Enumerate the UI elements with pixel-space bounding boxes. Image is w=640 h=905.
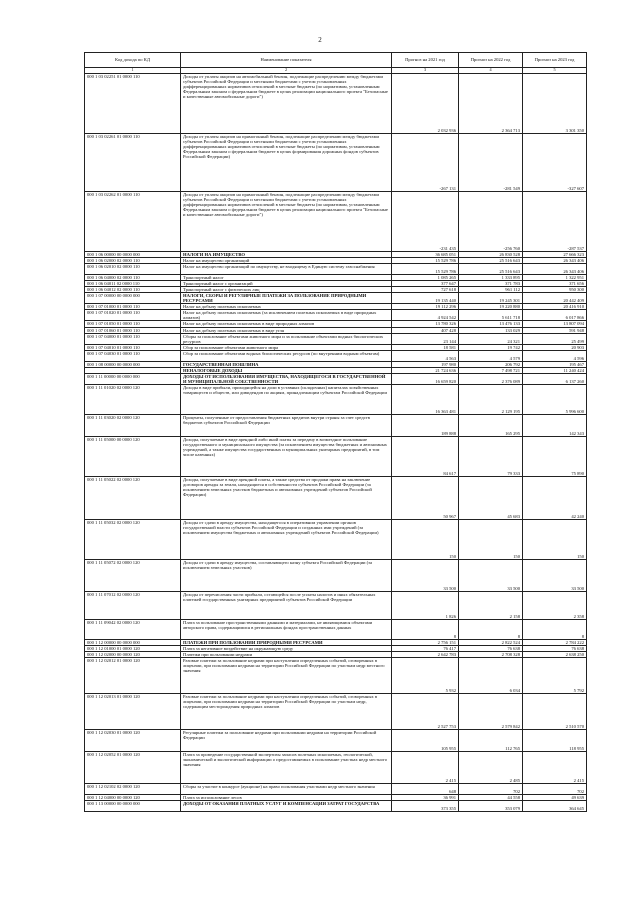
row-name: Налог на добычу полезных ископаемых в виде угля (181, 327, 392, 333)
row-code: 000 1 06 02010 02 0000 110 (85, 264, 181, 275)
row-code: 000 1 07 04000 01 0000 110 (85, 333, 181, 344)
column-index: 4 (459, 68, 523, 74)
row-value-2021: 377 647 (392, 281, 459, 287)
table-row (85, 414, 587, 436)
row-value-2021: 2 642 783 (392, 651, 459, 657)
row-name: Разовые платежи за пользование недрами при наступлении определенных событий, оговоренных в лицензии, при пользовании недрами на территории Российской Федерации по участкам недр местного значения (181, 658, 392, 694)
row-code: 000 1 12 04000 00 0000 120 (85, 795, 181, 801)
page-number: 2 (318, 36, 322, 44)
row-value-2021: 2 415 (392, 752, 459, 784)
row-value-2023: 142 343 (523, 414, 587, 436)
row-value-2023: 4 596 (523, 350, 587, 361)
revenue-forecast-table (84, 52, 587, 812)
row-code: 000 1 11 07012 02 0000 120 (85, 591, 181, 619)
row-value-2022: 6 034 (459, 658, 523, 694)
row-code: 000 1 11 00000 00 0000 000 (85, 373, 181, 384)
row-value-2023: 364 645 (523, 801, 587, 812)
table-body (85, 74, 587, 812)
row-value-2022: 19 742 (459, 344, 523, 350)
row-value-2022: 702 (459, 784, 523, 795)
table-row (85, 264, 587, 275)
row-value-2023: 6 017 866 (523, 310, 587, 321)
row-value-2023: 195 467 (523, 361, 587, 367)
row-name: ДОХОДЫ ОТ ОКАЗАНИЯ ПЛАТНЫХ УСЛУГ И КОМПЕНСАЦИИ ЗАТРАТ ГОСУДАРСТВА (181, 801, 392, 812)
row-value-2023: 2 510 570 (523, 694, 587, 730)
row-code: 000 1 06 04012 02 0000 110 (85, 287, 181, 293)
row-code: 000 1 11 01020 02 0000 120 (85, 384, 181, 414)
row-code: 000 1 12 02030 01 0000 120 (85, 730, 181, 752)
row-name: Доходы в виде прибыли, приходящейся на доли в уставных (складочных) капиталах хозяйственных товариществ и обществ, или дивидендов по акциям, принадлежащим субъектам Российской Федерации (181, 384, 392, 414)
row-name: Плата за негативное воздействие на окружающую среду (181, 645, 392, 651)
row-value-2022: 7 498 721 (459, 367, 523, 373)
row-value-2023: 591 948 (523, 327, 587, 333)
table-row (85, 730, 587, 752)
row-name: Транспортный налог (181, 275, 392, 281)
column-index: 1 (85, 68, 181, 74)
row-value-2022: 13 476 133 (459, 321, 523, 327)
header-2021: Прогноз на 2021 год (392, 53, 459, 68)
row-code: 000 1 03 02251 01 0000 110 (85, 74, 181, 134)
row-value-2023: 2 784 222 (523, 639, 587, 645)
row-value-2023: 1 322 951 (523, 275, 587, 281)
row-name: НАЛОГИ НА ИМУЩЕСТВО (181, 252, 392, 258)
row-code: 000 1 06 04011 02 0000 110 (85, 281, 181, 287)
row-name: Плата за пользование пространственными данными и материалами, не являющимися объектами авторского права, содержащимися в региональных фондах пространственных данных (181, 619, 392, 639)
row-value-2023: 2 358 (523, 591, 587, 619)
row-value-2023: 49 639 (523, 795, 587, 801)
row-name: Доходы от сдачи в аренду имущества, находящегося в оперативном управлении органов государственной власти субъектов Российской Федерации и созданных ими учреждений (за исключением имущества бюджетных и автономных учреждений субъектов Российской Федерации) (181, 519, 392, 559)
row-value-2023: -287 537 (523, 192, 587, 252)
row-value-2023: 6 137 260 (523, 373, 587, 384)
row-code: 000 1 06 00000 00 0000 000 (85, 252, 181, 258)
row-value-2023: 118 955 (523, 730, 587, 752)
row-value-2022: 25 516 643 (459, 264, 523, 275)
table-row (85, 74, 587, 134)
row-value-2022: 5 611 718 (459, 310, 523, 321)
row-name: Доходы от сдачи в аренду имущества, составляющего казну субъекта Российской Федерации (за исключением земельных участков) (181, 559, 392, 591)
header-code: Код дохода по КД (85, 53, 181, 68)
row-value-2022: 45 683 (459, 476, 523, 519)
row-value-2021: 33 500 (392, 559, 459, 591)
table-row (85, 333, 587, 344)
row-name: Доходы от уплаты акцизов на прямогонный бензин, подлежащие распределению между бюджетами субъектов Российской Федерации и местными бюджетами с учетом установленных дифференцированных нормативов отчислений в местные бюджеты (по нормативам, установленным Федеральным законом о федеральном бюджете в целях реализации национального проекта "Безопасные и качественные автомобильные дороги") (181, 192, 392, 252)
row-code: 000 1 07 00000 00 0000 000 (85, 293, 181, 304)
row-value-2021: 2 032 936 (392, 74, 459, 134)
row-value-2023: 26 343 406 (523, 264, 587, 275)
row-value-2023: 25 499 (523, 333, 587, 344)
row-code: 000 1 08 00000 00 0000 000 (85, 361, 181, 367)
row-code: 000 1 12 02012 01 0000 120 (85, 658, 181, 694)
row-value-2021: 13 780 326 (392, 321, 459, 327)
row-value-2023: 2 415 (523, 752, 587, 784)
row-value-2021: 16 659 820 (392, 373, 459, 384)
row-value-2022: 19 245 301 (459, 293, 523, 304)
row-code: 000 1 12 02052 01 0000 120 (85, 752, 181, 784)
row-code: 000 1 12 00000 00 0000 000 (85, 639, 181, 645)
row-value-2021: 19 135 440 (392, 293, 459, 304)
row-value-2022: 2 822 524 (459, 639, 523, 645)
row-value-2021: 189 888 (392, 414, 459, 436)
row-name: Плата за использование лесов (181, 795, 392, 801)
row-name: Платежи при пользовании недрами (181, 651, 392, 657)
row-value-2021: 105 955 (392, 730, 459, 752)
row-value-2021: 727 618 (392, 287, 459, 293)
row-value-2022: 2 485 (459, 752, 523, 784)
row-value-2021: 76 417 (392, 645, 459, 651)
row-value-2022: 4 579 (459, 350, 523, 361)
row-value-2021: 8 (392, 619, 459, 639)
row-value-2021: 150 (392, 519, 459, 559)
row-value-2022: 26 830 528 (459, 252, 523, 258)
row-value-2021: -267 131 (392, 134, 459, 192)
row-value-2021: 23 144 (392, 333, 459, 344)
table-row (85, 801, 587, 812)
row-value-2021: 50 967 (392, 476, 459, 519)
table-header-row (85, 53, 587, 68)
row-value-2022: 353 079 (459, 801, 523, 812)
row-value-2023: 26 343 406 (523, 258, 587, 264)
row-value-2021: 15 529 786 (392, 258, 459, 264)
row-code: 000 1 11 05000 00 0000 120 (85, 436, 181, 476)
row-code: 000 1 07 04010 01 0000 110 (85, 344, 181, 350)
row-code: 000 1 11 05032 02 0000 120 (85, 519, 181, 559)
row-value-2021: 15 529 786 (392, 264, 459, 275)
table-row (85, 619, 587, 639)
row-name: Регулярные платежи за пользование недрами при пользовании недрами на территории Российской Федерации (181, 730, 392, 752)
row-name: ГОСУДАРСТВЕННАЯ ПОШЛИНА (181, 361, 392, 367)
row-value-2023: 5 996 600 (523, 384, 587, 414)
header-2023: Прогноз на 2023 год (523, 53, 587, 68)
row-name: Сборы за пользование объектами животного мира и за пользование объектами водных биологических ресурсов (181, 333, 392, 344)
row-name: Сбор за пользование объектами водных биологических ресурсов (по внутренним водным объектам) (181, 350, 392, 361)
row-value-2023: 2 638 250 (523, 651, 587, 657)
row-code: 000 1 11 09042 02 0000 120 (85, 619, 181, 639)
row-value-2022: 76 638 (459, 645, 523, 651)
row-code: 000 1 07 01000 01 0000 110 (85, 304, 181, 310)
table-row (85, 384, 587, 414)
row-code: 000 1 12 02000 00 0000 120 (85, 651, 181, 657)
column-index: 2 (181, 68, 392, 74)
row-value-2022: 961 112 (459, 287, 523, 293)
row-code: 000 1 13 00000 00 0000 000 (85, 801, 181, 812)
row-value-2023: 11 240 424 (523, 367, 587, 373)
row-value-2022: 44 558 (459, 795, 523, 801)
row-name: Плата за проведение государственной экспертизы запасов полезных ископаемых, геологической, экономической и экологической информации о предоставляемых в пользование участках недр местного значения (181, 752, 392, 784)
table-row (85, 784, 587, 795)
row-value-2021: 36 991 (392, 795, 459, 801)
row-name: Разовые платежи за пользование недрами при наступлении определенных событий, оговоренных в лицензии, при пользовании недрами на территории Российской Федерации по участкам недр, содержащим месторождения природных алмазов (181, 694, 392, 730)
row-value-2022: 79 333 (459, 436, 523, 476)
row-value-2023: 33 500 (523, 559, 587, 591)
table-row (85, 559, 587, 591)
row-name: ПЛАТЕЖИ ПРИ ПОЛЬЗОВАНИИ ПРИРОДНЫМИ РЕСУРСАМИ (181, 639, 392, 645)
row-value-2021: 21 724 636 (392, 367, 459, 373)
row-value-2023: 8 (523, 619, 587, 639)
row-code: 000 1 06 04000 02 0000 110 (85, 275, 181, 281)
row-code: 000 1 06 02000 02 0000 110 (85, 258, 181, 264)
row-value-2023: 75 890 (523, 436, 587, 476)
row-value-2022: 2 364 713 (459, 74, 523, 134)
row-value-2021: 84 617 (392, 436, 459, 476)
table-row (85, 752, 587, 784)
header-2022: Прогноз на 2022 год (459, 53, 523, 68)
row-value-2022: 2 376 089 (459, 373, 523, 384)
row-code: 000 1 11 03020 02 0000 120 (85, 414, 181, 436)
row-value-2021: 1 826 (392, 591, 459, 619)
row-value-2021: 1 085 265 (392, 275, 459, 281)
row-value-2021: 18 581 (392, 344, 459, 350)
table-row (85, 519, 587, 559)
row-value-2023: 150 (523, 519, 587, 559)
row-value-2021: -231 435 (392, 192, 459, 252)
row-value-2022: 25 516 643 (459, 258, 523, 264)
row-value-2022: 133 029 (459, 327, 523, 333)
row-code: 000 1 07 01020 01 0000 110 (85, 310, 181, 321)
row-value-2022: 165 295 (459, 414, 523, 436)
row-value-2021: 2 756 151 (392, 639, 459, 645)
table-row (85, 350, 587, 361)
row-name: НАЛОГИ, СБОРЫ И РЕГУЛЯРНЫЕ ПЛАТЕЖИ ЗА ПОЛЬЗОВАНИЕ ПРИРОДНЫМИ РЕСУРСАМИ (181, 293, 392, 304)
column-index: 3 (392, 68, 459, 74)
row-name: Доходы от уплаты акцизов на автомобильный бензин, подлежащие распределению между бюджетами субъектов Российской Федерации и местными бюджетами с учетом установленных дифференцированных нормативов отчислений в местные бюджеты (по нормативам, установленным Федеральным законом о федеральном бюджете в целях реализации национального проекта "Безопасные и качественные автомобильные дороги") (181, 74, 392, 134)
row-code: 000 1 07 04030 01 0000 110 (85, 350, 181, 361)
row-value-2022: 24 321 (459, 333, 523, 344)
row-value-2023: 20 442 409 (523, 293, 587, 304)
row-name: Налог на имущество организаций (181, 258, 392, 264)
row-code: 000 1 07 01050 01 0000 110 (85, 321, 181, 327)
row-name: НЕНАЛОГОВЫЕ ДОХОДЫ (181, 367, 392, 373)
row-name: Доходы от уплаты акцизов на прямогонный бензин, подлежащие распределению между бюджетами субъектов Российской Федерации и местными бюджетами с учетом установленных дифференцированных нормативов отчислений в местные бюджеты (по нормативам, установленным Федеральным законом о федеральном бюджете в целях формирования дорожных фондов субъектов Российской Федерации) (181, 134, 392, 192)
row-code: 000 1 12 02013 01 0000 120 (85, 694, 181, 730)
row-value-2021: 16 363 481 (392, 384, 459, 414)
row-name: Доходы, получаемые в виде арендной либо иной платы за передачу в возмездное пользование государственного и муниципального имущества (за исключением имущества бюджетных и автономных учреждений, а также имущества государственных и муниципальных унитарных предприятий, в том числе казенных) (181, 436, 392, 476)
row-value-2021: 373 355 (392, 801, 459, 812)
row-value-2022: 19 220 880 (459, 304, 523, 310)
row-code: 000 1 07 01060 01 0000 110 (85, 327, 181, 333)
row-value-2022: 112 765 (459, 730, 523, 752)
row-value-2023: 3 301 350 (523, 74, 587, 134)
table-row (85, 591, 587, 619)
row-name: Налог на имущество организаций по имуществу, не входящему в Единую систему газоснабжения (181, 264, 392, 275)
row-value-2023: 371 656 (523, 281, 587, 287)
row-value-2021: 2 527 753 (392, 694, 459, 730)
row-value-2022: 33 500 (459, 559, 523, 591)
row-name: Сборы за участие в конкурсе (аукционе) на право пользования участками недр местного значения (181, 784, 392, 795)
row-value-2022: 2 579 842 (459, 694, 523, 730)
table-row (85, 658, 587, 694)
row-value-2023: 76 638 (523, 645, 587, 651)
row-name: Сбор за пользование объектами животного мира (181, 344, 392, 350)
table-row (85, 192, 587, 252)
row-name: Доходы, получаемые в виде арендной платы, а также средства от продажи права на заключение договоров аренды за земли, находящиеся в собственности субъектов Российской Федерации (за исключением земельных участков бюджетных и автономных учреждений субъектов Российской Федерации) (181, 476, 392, 519)
row-value-2023: 20 416 910 (523, 304, 587, 310)
table-row (85, 694, 587, 730)
row-value-2022: 2 708 328 (459, 651, 523, 657)
row-value-2023: -327 607 (523, 134, 587, 192)
row-code: 000 1 12 01000 01 0000 120 (85, 645, 181, 651)
row-value-2023: 27 666 323 (523, 252, 587, 258)
row-value-2022: 2 129 195 (459, 384, 523, 414)
row-value-2023: 5 792 (523, 658, 587, 694)
row-name: Налог на добычу полезных ископаемых в виде природных алмазов (181, 321, 392, 327)
row-code: 000 1 03 02262 01 0000 110 (85, 192, 181, 252)
row-value-2022: 371 783 (459, 281, 523, 287)
row-value-2021: 5 932 (392, 658, 459, 694)
row-name: Транспортный налог с организаций (181, 281, 392, 287)
row-name: ДОХОДЫ ОТ ИСПОЛЬЗОВАНИЯ ИМУЩЕСТВА, НАХОДЯЩЕГОСЯ В ГОСУДАРСТВЕННОЙ И МУНИЦИПАЛЬНОЙ СОБСТВЕННОСТИ (181, 373, 392, 384)
row-value-2021: 648 (392, 784, 459, 795)
row-code: 000 1 11 05072 02 0000 120 (85, 559, 181, 591)
row-value-2022: 150 (459, 519, 523, 559)
row-value-2023: 13 807 094 (523, 321, 587, 327)
row-value-2023: 42 240 (523, 476, 587, 519)
row-value-2022: 2 158 (459, 591, 523, 619)
row-name: Проценты, полученные от предоставления бюджетных кредитов внутри страны за счет средств бюджетов субъектов Российской Федерации (181, 414, 392, 436)
row-code: 000 1 11 05022 02 0000 120 (85, 476, 181, 519)
row-value-2022: 206 792 (459, 361, 523, 367)
table-row (85, 436, 587, 476)
table-row (85, 293, 587, 304)
row-value-2022: -256 760 (459, 192, 523, 252)
row-name: Транспортный налог с физических лиц (181, 287, 392, 293)
table-row (85, 373, 587, 384)
row-name: Налог на добычу полезных ископаемых (181, 304, 392, 310)
table-row (85, 476, 587, 519)
row-code: 000 1 03 02261 01 0000 110 (85, 134, 181, 192)
column-index: 5 (523, 68, 587, 74)
row-value-2021: 197 980 (392, 361, 459, 367)
row-value-2021: 407 428 (392, 327, 459, 333)
row-code: 000 1 12 02102 02 0000 120 (85, 784, 181, 795)
row-value-2023: 702 (523, 784, 587, 795)
row-value-2021: 4 563 (392, 350, 459, 361)
row-name: Налог на добычу полезных ископаемых (за исключением полезных ископаемых в виде природных алмазов) (181, 310, 392, 321)
table-row (85, 310, 587, 321)
row-value-2021: 36 685 051 (392, 252, 459, 258)
row-value-2022: -281 549 (459, 134, 523, 192)
row-value-2021: 19 112 296 (392, 304, 459, 310)
header-name: Наименование показателя (181, 53, 392, 68)
row-value-2022: 1 333 895 (459, 275, 523, 281)
row-value-2022: 8 (459, 619, 523, 639)
row-value-2021: 4 924 542 (392, 310, 459, 321)
row-value-2023: 20 903 (523, 344, 587, 350)
row-name: Доходы от перечисления части прибыли, остающейся после уплаты налогов и иных обязательных платежей государственных унитарных предприятий субъектов Российской Федерации (181, 591, 392, 619)
row-value-2023: 950 300 (523, 287, 587, 293)
table-row (85, 134, 587, 192)
